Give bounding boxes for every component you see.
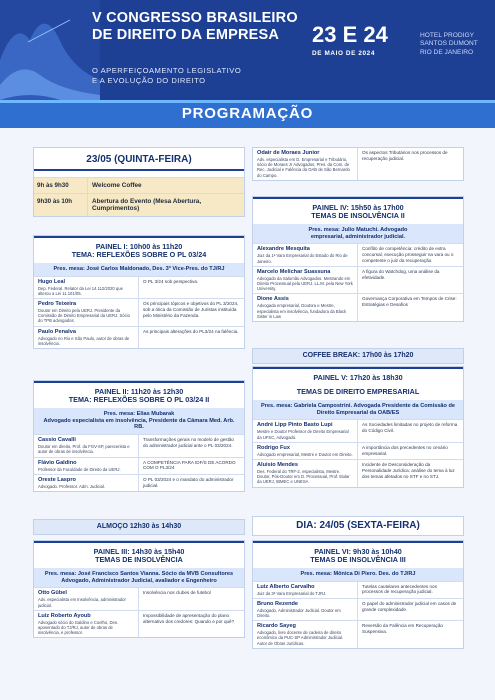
speaker-role: Juiz da 1ª Vara Empresarial do Estado do Rio de Janeiro. — [257, 253, 348, 264]
speaker-name: Rodrigo Fux — [257, 444, 290, 451]
speaker-topic: Conflito de competência: crédito de extra concursal, execução prosseguir na vara ou o competente o juiz da recuperação. — [357, 244, 463, 265]
speaker-role: Doutor em Direito pela UERJ. Presidente da Comissão de Direito Empresarial da UERJ. Sócio do TPB advogados. — [38, 308, 130, 324]
speaker-topic: As principais alterações do PL3/24 na falência. — [138, 327, 244, 348]
program-title: PROGRAMAÇÃO — [181, 105, 314, 122]
speaker-role: Advogado, livre docente de cadeira de direito econômico da PUC-SP Administrador Judicial. Autor de Obras Jurídicas. — [257, 630, 344, 646]
speaker-name: Bruno Rezende — [257, 600, 299, 607]
schedule-row — [34, 193, 244, 216]
speaker-name: André Lipp Pinto Basto Lupi — [257, 422, 333, 429]
speaker-role: Doutor em direito, Prof. da FGV-SP, parecerista e autor de obras de insolvência. — [38, 444, 130, 455]
speaker-topic: O PL 03/2024 e o mandato do administrador judicial. — [138, 475, 244, 491]
speaker-topic: Governança Corporativa em Tempos de Crise: Estratégias e Desafios — [357, 294, 463, 321]
speaker-name: Odair de Moraes Junior — [257, 150, 320, 156]
speaker-role: Advogado da Salomão Advogados. Mestrando em Direito Processual pela UERJ. LL.M. pela New York University. — [257, 275, 353, 292]
speaker-row — [34, 587, 244, 609]
speaker-row — [34, 474, 244, 491]
speaker-role: Adv. especialista em D. Empresarial e Tributário, sócio de Moraes Jr Advogados, Pres. da Com. de Rec. Judicial e Falência da OAB de São Bernardo do Campo. — [257, 157, 350, 178]
panel-6 — [252, 540, 464, 649]
speaker-name: Oreste Laspro — [38, 476, 76, 483]
panel-header: PAINEL I: 10h00 às 11h20 TEMA: REFLEXÕES SOBRE O PL 03/24 — [34, 236, 244, 263]
panel-header: PAINEL VI: 9h30 às 10h40 TEMAS DE INSOLVÊNCIA III — [253, 541, 463, 568]
speaker-name: Luiz Alberto Carvalho — [257, 583, 315, 590]
speaker-role: Advogado no Rio e São Paulo, autor de obras de insolvência. — [38, 335, 130, 346]
speaker-topic: Incidente de Desconsideração da Personalidade Jurídica: análise do tema à luz dos temas afetados no STF e no STJ. — [357, 460, 463, 487]
speaker-topic: Os aspectos Tributários nos processos de recuperação judicial. — [357, 148, 463, 180]
speaker-name: Flávio Galdino — [38, 459, 77, 466]
speaker-row — [253, 266, 463, 294]
speaker-row — [34, 457, 244, 474]
panel-moderator: Pres. mesa: Gabriela Campostrini. Advogada Presidente da Comissão de Direito Empresarial da OAB/ES — [253, 400, 463, 420]
panel-moderator: Pres. mesa: Mônica Di Piero. Des. do TJ/RJ — [253, 568, 463, 581]
panel-5 — [252, 366, 464, 488]
panel-3-continued — [252, 147, 464, 181]
speaker-name: Otto Gübel — [38, 590, 67, 597]
day2-title: DIA: 24/05 (SEXTA-FEIRA) — [252, 516, 464, 536]
speaker-row — [253, 148, 463, 180]
coffee-break: COFFEE BREAK: 17h00 às 17h20 — [252, 348, 464, 364]
speaker-row — [253, 243, 463, 265]
panel-3 — [33, 540, 245, 638]
speaker-row — [34, 298, 244, 326]
day1-schedule — [33, 147, 245, 217]
event-dates: 23 E 24 — [312, 22, 388, 47]
speaker-topic: O papel do administrador judicial em casos de grande complexidade. — [357, 599, 463, 620]
event-month: DE MAIO DE 2024 — [312, 50, 375, 57]
speaker-role: Juiz da 3ª Vara Empresarial do TJRJ. — [257, 590, 327, 596]
speaker-topic: Reversão da Falência em Recuperação Suspensiva. — [357, 621, 463, 648]
speaker-topic: A importância dos precedentes no cenário empresarial. — [357, 443, 463, 459]
speaker-topic: Insolvência nos clubes de futebol — [138, 588, 244, 609]
panel-header: PAINEL V: 17h20 às 18h30 TEMAS DE DIREITO EMPRESARIAL — [253, 367, 463, 400]
panel-moderator: Pres. mesa: Elias Mubarak Advogado especialista em insolvência, Presidente da Câmara Med. Arb. RB. — [34, 408, 244, 434]
panel-1 — [33, 235, 245, 349]
speaker-topic: As Sociedades limitadas no projeto de reforma do Código Civil. — [357, 420, 463, 441]
schedule-desc: Abertura do Evento (Mesa Abertura, Cumprimentos) — [87, 194, 244, 216]
speaker-name: Luiz Roberto Ayoub — [38, 612, 91, 619]
speaker-name: Dione Assis — [257, 296, 289, 303]
speaker-role: Des. Federal do TRF-2, especialista, Mestre. Doutor, Pós-Doutor em D. Processual, Prof. titular da UERJ, IBMEC e UNESA — [257, 469, 350, 485]
speaker-row — [253, 459, 463, 487]
speaker-row — [34, 276, 244, 298]
header-banner — [0, 0, 495, 128]
speaker-row — [253, 419, 463, 441]
speaker-role: Dep. Federal. Relator da Lei 14.112/2020 que alterou a Lei 11.101/05. — [38, 285, 123, 296]
speaker-name: Aluisio Mendes — [257, 462, 299, 469]
event-venue: HOTEL PRODIGY SANTOS DUMONT RIO DE JANEIRO — [420, 32, 478, 56]
panel-header: PAINEL II: 11h20 às 12h30 TEMA: REFLEXÕES SOBRE O PL 03/24 II — [34, 381, 244, 408]
speaker-row — [34, 434, 244, 456]
lunch-break: ALMOÇO 12h30 às 14h30 — [33, 519, 245, 535]
event-title: V CONGRESSO BRASILEIRO DE DIREITO DA EMPRESA — [92, 10, 298, 43]
panel-moderator: Pres. mesa: José Francisco Santos Vianna. Sócio da MVB Consultores Advogado, Administrador Judicial, avaliador e Engenheiro — [34, 568, 244, 588]
speaker-topic: O PL 3/24 sob perspectiva. — [138, 277, 244, 298]
speaker-name: Marcelo Melichar Suassuna — [257, 268, 331, 275]
speaker-role: Advogado empresarial, Mestre e Doutor em Direito. — [257, 451, 353, 457]
speaker-row — [34, 326, 244, 348]
speaker-name: Cassio Cavalli — [38, 437, 76, 444]
speaker-topic: Os principais tópicos e objetivos do PL 3/2024, sob a ótica da Comissão de Juristas instituída pelo Ministério da Fazenda. — [138, 299, 244, 326]
speaker-role: Adv. especialista em Insolvência, administrador judicial. — [38, 597, 126, 608]
speaker-row — [253, 598, 463, 620]
panel-moderator: Pres. mesa: José Carlos Maldonado, Des. 3ª Vice-Pres. do TJ/RJ — [34, 263, 244, 276]
speaker-name: Paulo Penalva — [38, 328, 76, 335]
speaker-role: Advogado. Professor. Adm. Judicial. — [38, 483, 106, 489]
schedule-desc: Welcome Coffee — [87, 178, 244, 193]
panel-header: PAINEL III: 14h30 às 15h40 TEMAS DE INSOLVÊNCIA — [34, 541, 244, 568]
speaker-name: Pedro Teixeira — [38, 301, 77, 308]
speaker-topic: Impossibilidade de apresentação do plano alternativo dos credores: Quando e por quê? — [138, 611, 244, 638]
speaker-name: Hugo Leal — [38, 278, 66, 285]
speaker-row — [253, 581, 463, 598]
speaker-role: Mestre e Doutor Professor de Direito Empresarial da UFSC, Advogado. — [257, 429, 349, 440]
speaker-role: Professor da Faculdade de Direito da UERJ. — [38, 466, 121, 472]
speaker-row — [34, 610, 244, 638]
speaker-name: Alexandre Mesquita — [257, 246, 310, 253]
speaker-role: Advogada empresarial, Doutora e Mestre, especialista em insolvência, fundadora da Black Sister in Law — [257, 303, 347, 319]
schedule-time: 9h às 9h30 — [34, 178, 87, 193]
schedule-row — [34, 177, 244, 193]
day1-title: 23/05 (QUINTA-FEIRA) — [34, 148, 244, 171]
panel-4 — [252, 196, 464, 322]
speaker-role: Advogado sócio do Galdino e Coelho, Des. aposentado do TJ/RJ, autor de obras de insolvência, e professor. — [38, 619, 119, 636]
speaker-row — [253, 442, 463, 459]
speaker-topic: A COMPETÊNCIA PARA IDF/S DE ACORDO COM O PL3/24 — [138, 458, 244, 474]
speaker-topic: Transformações gerais no modelo de gestão do administrador judicial ante o PL 03/2024. — [138, 435, 244, 456]
speaker-name: Ricardo Sayeg — [257, 623, 296, 630]
speaker-topic: A figura do Watchdog, uma análise da efetividade. — [357, 267, 463, 294]
event-subtitle: O APERFEIÇOAMENTO LEGISLATIVO E A EVOLUÇÃO DO DIREITO — [92, 66, 242, 85]
schedule-time: 9h30 às 10h — [34, 194, 87, 216]
speaker-role: Advogado, Administrador Judicial. Doutor em Direito. — [257, 607, 341, 619]
speaker-row — [253, 293, 463, 321]
speaker-row — [253, 620, 463, 648]
speaker-topic: Tutelas cautelares antecedentes nos processos de recuperação judicial. — [357, 582, 463, 598]
panel-moderator: Pres. mesa: Julio Matuchi. Advogado empresarial, administrador judicial. — [253, 224, 463, 244]
panel-2 — [33, 380, 245, 492]
panel-header: PAINEL IV: 15h50 às 17h00 TEMAS DE INSOLVÊNCIA II — [253, 197, 463, 224]
